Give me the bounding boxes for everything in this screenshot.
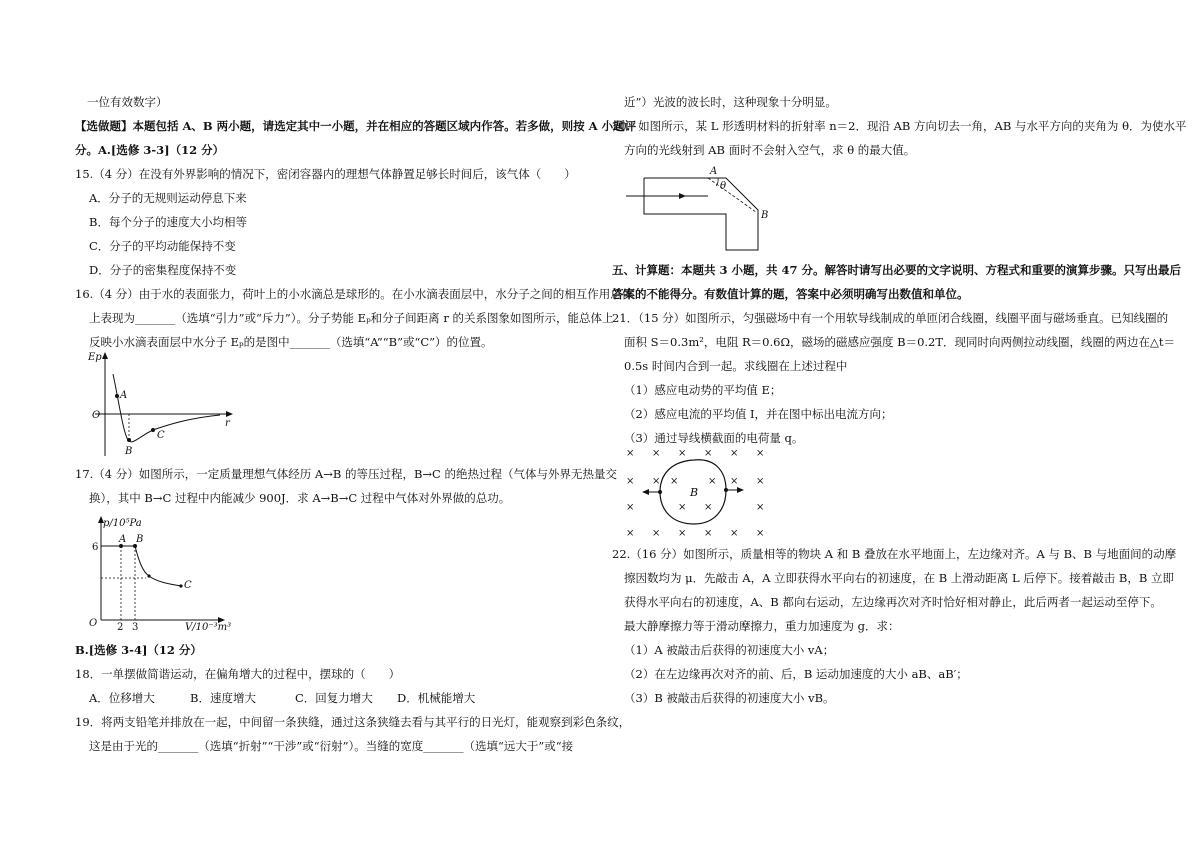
question-20-line1: 20．如图所示，某 L 形透明材料的折射率 n＝2．现沿 AB 方向切去一角，AB 与水平方向的夹角为 θ．为使水平 xyxy=(612,119,1187,133)
field-cross: × xyxy=(652,528,661,539)
l-shape-figure xyxy=(626,164,786,256)
q22-part-2: （2）在左边缘再次对齐的前、后，B 运动加速度的大小 aB、aB′； xyxy=(624,667,968,681)
field-cross: × xyxy=(678,448,687,459)
origin-label: O xyxy=(92,410,101,421)
field-cross: × xyxy=(708,476,717,487)
point-a-label: A xyxy=(120,390,128,401)
question-19-line1: 19．将两支铅笔并排放在一起，中间留一条狭缝，通过这条狭缝去看与其平行的日光灯，能观察到彩色条纹， xyxy=(75,715,631,729)
question-22-line1: 22.（16 分）如图所示，质量相等的物块 A 和 B 叠放在水平地面上，左边缘对齐。A 与 B、B 与地面间的动摩 xyxy=(612,547,1177,561)
field-cross: × xyxy=(678,502,687,513)
question-16-line3: 反映小水滴表面层中水分子 Eₚ的是图中_______（选填“A”“B”或“C”）的位置。 xyxy=(89,335,493,349)
question-21-line2: 面积 S＝0.3m²，电阻 R＝0.6Ω，磁场的磁感应强度 B＝0.2T．现同时向两侧拉动线圈，线圈的两边在△t＝ xyxy=(624,335,1176,349)
p-v-graph xyxy=(81,512,241,633)
question-22-line3: 获得水平向右的初速度，A、B 都向右运动，左边缘再次对齐时恰好相对静止，此后两者一起运动至停下。 xyxy=(624,595,1162,609)
q21-part-1: （1）感应电动势的平均值 E； xyxy=(624,383,782,397)
state-a-label: A xyxy=(119,534,127,545)
field-cross: × xyxy=(652,476,661,487)
field-cross: × xyxy=(730,476,739,487)
field-cross: × xyxy=(756,502,765,513)
question-22-line4: 最大静摩擦力等于滑动摩擦力，重力加速度为 g．求： xyxy=(624,619,900,633)
theta-label: θ xyxy=(720,181,727,192)
magnetic-field-coil-figure xyxy=(622,446,782,542)
origin-label: O xyxy=(89,618,98,629)
point-b-label: B xyxy=(761,210,769,221)
q18-option-d: D．机械能增大 xyxy=(397,691,476,705)
field-cross: × xyxy=(704,528,713,539)
question-21-line1: 21．（15 分）如图所示，匀强磁场中有一个用软导线制成的单匝闭合线圈，线圈平面与磁场垂直。已知线圈的 xyxy=(612,311,1169,325)
q22-part-3: （3）B 被敲击后获得的初速度大小 vB。 xyxy=(624,691,835,705)
state-c-label: C xyxy=(184,580,192,591)
question-16-line2: 上表现为_______（选填“引力”或“斥力”）。分子势能 Eₚ和分子间距离 r 的关系图象如图所示，能总体上 xyxy=(89,311,614,325)
section-5-header-1: 五、计算题：本题共 3 小题，共 47 分。解答时请写出必要的文字说明、方程式和重要的演算步骤。只写出最后 xyxy=(612,263,1182,277)
field-cross: × xyxy=(626,528,635,539)
p-axis-label: p/10⁵Pa xyxy=(103,518,142,529)
question-21-line3: 0.5s 时间内合到一起。求线圈在上述过程中 xyxy=(624,359,848,373)
field-cross: × xyxy=(730,448,739,459)
field-cross: × xyxy=(670,476,679,487)
v-axis-label: V/10⁻³m³ xyxy=(185,622,232,633)
q18-option-c: C．回复力增大 xyxy=(295,691,373,705)
q21-part-2: （2）感应电流的平均值 I，并在图中标出电流方向； xyxy=(624,407,893,421)
q15-option-d: D．分子的密集程度保持不变 xyxy=(89,263,237,277)
tick-2-label: 2 xyxy=(117,622,124,633)
ep-axis-label: Ep xyxy=(88,352,102,363)
point-a-label: A xyxy=(710,166,718,177)
field-cross: × xyxy=(756,448,765,459)
field-cross: × xyxy=(626,448,635,459)
field-b-label: B xyxy=(690,486,699,499)
q15-option-b: B．每个分子的速度大小均相等 xyxy=(89,215,247,229)
ep-r-graph xyxy=(85,352,245,462)
question-15: 15.（4 分）在没有外界影响的情况下，密闭容器内的理想气体静置足够长时间后，该气体（ ） xyxy=(75,167,576,181)
selection-header-1: 【选做题】本题包括 A、B 两小题，请选定其中一小题，并在相应的答题区域内作答。若多做，则按 A 小题评 xyxy=(75,119,637,133)
q15-option-c: C．分子的平均动能保持不变 xyxy=(89,239,236,253)
question-17-line1: 17.（4 分）如图所示，一定质量理想气体经历 A→B 的等压过程，B→C 的绝热过程（气体与外界无热量交 xyxy=(75,467,618,481)
field-cross: × xyxy=(626,476,635,487)
q15-option-a: A．分子的无规则运动停息下来 xyxy=(89,191,247,205)
field-cross: × xyxy=(756,476,765,487)
tick-6-label: 6 xyxy=(92,542,99,553)
question-22-line2: 擦因数均为 μ．先敲击 A，A 立即获得水平向右的初速度，在 B 上滑动距离 L 后停下。接着敲击 B，B 立即 xyxy=(624,571,1174,585)
q18-option-a: A．位移增大 xyxy=(89,691,155,705)
text-line: 一位有效数字） xyxy=(87,95,168,109)
field-cross: × xyxy=(756,528,765,539)
section-b-header: B.[选修 3-4]（12 分） xyxy=(75,643,202,657)
field-cross: × xyxy=(704,448,713,459)
question-17-line2: 换），其中 B→C 过程中内能减少 900J．求 A→B→C 过程中气体对外界做的总功。 xyxy=(89,491,511,505)
q18-option-b: B．速度增大 xyxy=(190,691,256,705)
tick-3-label: 3 xyxy=(132,622,139,633)
state-b-label: B xyxy=(136,534,144,545)
section-5-header-2: 答案的不能得分。有数值计算的题，答案中必须明确写出数值和单位。 xyxy=(612,287,969,301)
field-cross: × xyxy=(678,528,687,539)
point-c-label: C xyxy=(157,430,165,441)
q21-part-3: （3）通过导线横截面的电荷量 q。 xyxy=(624,431,804,445)
selection-header-2: 分。A.[选修 3-3]（12 分） xyxy=(75,143,225,157)
r-axis-label: r xyxy=(225,418,230,429)
question-18: 18．一单摆做简谐运动，在偏角增大的过程中，摆球的（ ） xyxy=(75,667,401,681)
question-19-line2: 这是由于光的_______（选填“折射”“干涉”或“衍射”）。当缝的宽度_______（选填“远大于”或“接 xyxy=(89,739,574,753)
field-cross: × xyxy=(652,448,661,459)
field-cross: × xyxy=(626,502,635,513)
q22-part-1: （1）A 被敲击后获得的初速度大小 vA； xyxy=(624,643,835,657)
text-line: 近”）光波的波长时，这种现象十分明显。 xyxy=(624,95,837,109)
field-cross: × xyxy=(704,502,713,513)
question-20-line2: 方向的光线射到 AB 面时不会射入空气，求 θ 的最大值。 xyxy=(624,143,916,157)
field-cross: × xyxy=(730,528,739,539)
question-16-line1: 16.（4 分）由于水的表面张力，荷叶上的小水滴总是球形的。在小水滴表面层中，水分子之间的相互作用总体 xyxy=(75,287,634,301)
point-b-label: B xyxy=(125,446,133,457)
